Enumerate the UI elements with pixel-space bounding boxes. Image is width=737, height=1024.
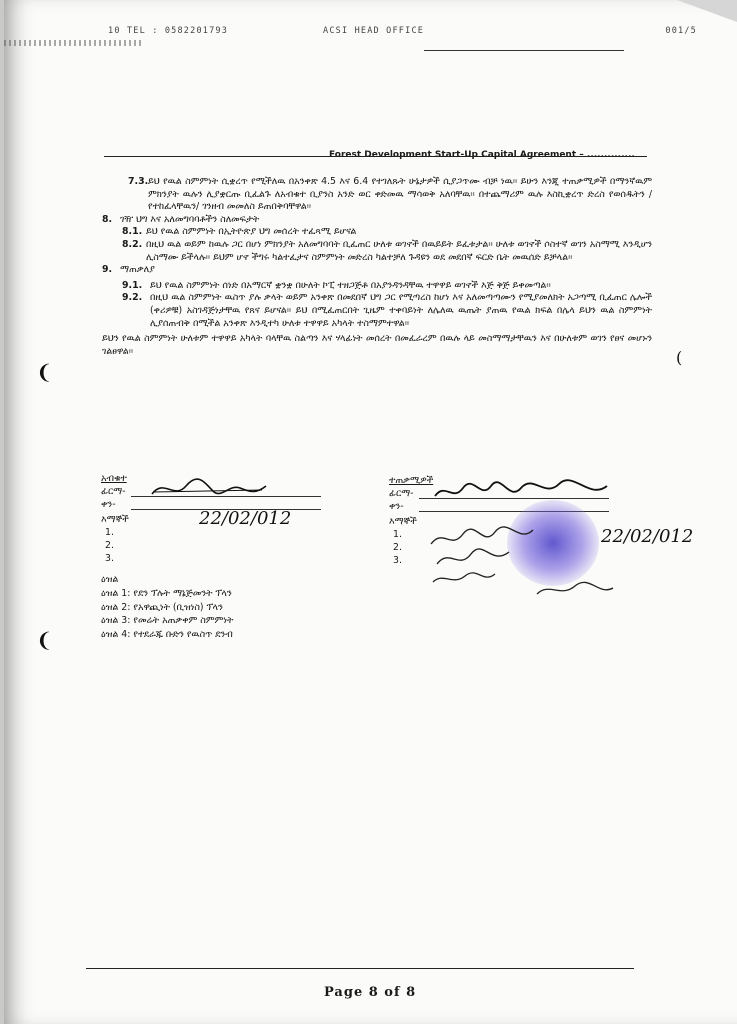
witness-3: 3. <box>105 553 114 564</box>
clause-7-3 <box>102 176 652 214</box>
punch-hole-mark: ❨ <box>36 360 53 384</box>
closing-paragraph: ይህን የዉል ስምምነት ሁለቱም ተዋዋይ አካላት ባላቸዉ ስልጣን እና ሃላፊነት መሰረት በመፈራረም በዉሉ ላይ መስማማታቸዉን እና በሁለቱም ወገን የፀና መሆኑን ገልፀዋል፡፡ <box>102 333 652 357</box>
clause-8-2 <box>102 239 652 264</box>
party-role: ተጠቃሚዎች <box>389 475 434 486</box>
date-line: ቀን- <box>389 500 629 513</box>
witness-1: 1. <box>393 529 402 540</box>
punch-hole-mark: ( <box>676 348 683 367</box>
witness-label: እማኞች <box>101 514 129 525</box>
clause-text: ይህ የዉል ስምምነት ሰነድ በአማርኛ ቋንቋ በሁለት ኮፒ ተዘጋጅቶ በአያንዳንዳቸዉ ተዋዋይ ወገኖች እጅ ቅጅ ይቀመጣል፡፡ <box>150 279 551 291</box>
punch-hole-mark: ❨ <box>36 628 53 652</box>
witness-2: 2. <box>105 540 114 551</box>
header-rule <box>104 156 647 157</box>
page-header: Forest Development Start-Up Capital Agreement – .............. <box>329 150 635 160</box>
clause-text: ማጠቃለያ <box>120 264 155 276</box>
annex-item: ዕዝል 4: የተደራጁ ቡድን የዉስጥ ደንብ <box>101 629 233 641</box>
signature-line: ፊርማ- <box>101 485 331 498</box>
clause-number: 9. <box>102 264 113 276</box>
clause-9 <box>102 264 652 277</box>
signature-line: ፊርማ- <box>389 487 629 500</box>
witness-2: 2. <box>393 542 402 553</box>
clause-9-2 <box>102 292 652 330</box>
clause-text: ይህ የዉል ስምምነት ሲቋረጥ የሚችለዉ በአንቀጽ 4.5 እና 6.4 የተገለጹት ሁኔታዎች ሲያጋጥሙ ብቻ ነዉ፡፡ ይሁን እንጂ ተጠቃሚዎች በማንኛዉም ምክንያት ዉሉን ሊያቋርጡ ቢፈልጉ ለአብቁተ ቢያንስ አንድ ወር ቀድመዉ ማሳወቅ አለባቸዉ፡፡ በተጨማሪም ዉሉ እስኪቋረጥ ድረስ የወሰዱትን /የተከፈላቸዉን/ ገንዘብ መመለስ ይጠበቅባቸዋል፡፡ <box>148 176 652 213</box>
annex-title: ዕዝል <box>101 574 119 585</box>
clause-text: በዚህ ዉል ስምምነት ዉስጥ ያሉ ቃላት ወይም አንቀጽ በመደበኛ ህግ ጋር የሚጣረስ ከሆነ እና አለመጣጣሙን የሚያመለክት አጋጣሚ ቢፈጠር ሌሎች (ቀሪዎቹ) አስገዳጅነታቸዉ የጸና ይሆናል፡፡ ይህ በሚፈጠርበት ጊዜም ተቀባይነት ለሌለዉ ዉጤት ያጠዉ የዉል ክፍል በሌላ ይህን ዉል ስምምነት ሊያሰጠብቅ በሚችል አንቀጽ እንዲተካ ሁለቱ ተዋዋይ አካላት ተስማምተዋል፡፡ <box>150 292 652 329</box>
document-page <box>4 0 737 1024</box>
clause-number: 9.1. <box>122 279 143 291</box>
clause-number: 9.2. <box>122 292 143 304</box>
date-line: ቀን- <box>101 498 331 511</box>
clause-number: 8.2. <box>122 238 143 250</box>
fax-office: ACSI HEAD OFFICE <box>323 26 425 36</box>
folded-corner <box>677 0 737 22</box>
clause-text: ይህ የዉል ስምምነት በኢትዮጵያ ህግ መሰረት ተፈጻሚ ይሆናል <box>146 226 357 238</box>
fax-rule <box>424 50 624 51</box>
witness-label: እማኞች <box>389 516 417 527</box>
witness-3: 3. <box>393 555 402 566</box>
annex-item: ዕዝል 3: የመሬት አጠቃቀም ስምምነት <box>101 615 234 627</box>
clause-number: 8. <box>102 213 113 225</box>
clause-9-1 <box>102 280 652 293</box>
party-role: አብቁተ <box>101 473 127 484</box>
left-handwritten-date: 22/02/012 <box>199 508 292 529</box>
left-handwritten-signature <box>144 476 274 504</box>
clause-8 <box>102 214 652 227</box>
clause-text: ገዥ ህግ እና አለመግባባቶችን ስለመፍታት <box>120 213 260 225</box>
clause-number: 8.1. <box>122 226 143 238</box>
fax-noise <box>4 40 144 46</box>
clause-number: 7.3. <box>128 176 149 187</box>
annex-item: ዕዝል 2: የአዋጪነት (ቢዝነስ) ፕላን <box>101 601 223 613</box>
page-footer: Page 8 of 8 <box>324 985 417 1000</box>
annex-item: ዕዝል 1: የደን ፕሉት ማኔጅመንት ፕላን <box>101 587 232 599</box>
witness-1: 1. <box>105 527 114 538</box>
clause-8-1 <box>102 226 652 239</box>
footer-rule <box>86 968 634 969</box>
right-handwritten-date: 22/02/012 <box>601 526 694 547</box>
fax-page: 001/5 <box>665 26 697 36</box>
fax-tel: 10 TEL : 0582201793 <box>108 26 229 36</box>
right-handwritten-signatures <box>429 478 619 608</box>
fax-header <box>108 26 697 42</box>
annex-list <box>101 573 233 642</box>
agreement-body <box>102 176 652 358</box>
clause-text: በዚህ ዉል ወይም ከዉሉ ጋር በሆነ ምክንያት አለመግባባት ቢፈጠር ሁለቱ ወገኖች በዉይይት ይፈቱታል፡፡ ሁለቱ ወገኖች ሶስተኛ ወገን አስማሚ እንዲሆን ሊስማሙ ይችላሉ፡፡ ይህም ሆኖ ችግሩ ካልተፈታና ስምምነት መድረስ ካልተቻለ ጉዳዩን ወደ መደበኛ ፍርድ ቤት መዉሰድ ይቻላል፡፡ <box>146 238 652 263</box>
